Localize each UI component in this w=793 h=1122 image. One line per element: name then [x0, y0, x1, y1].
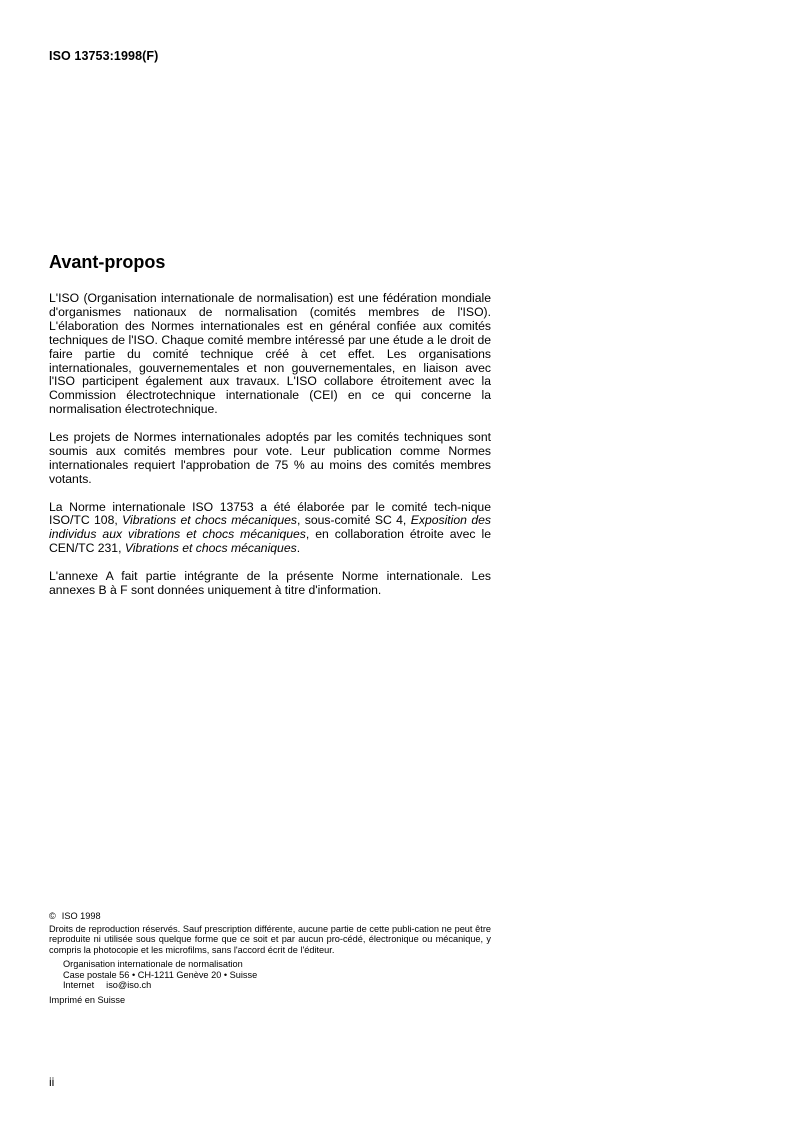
- internet-label: Internet: [63, 980, 95, 991]
- para3-italic-1: Vibrations et chocs mécaniques: [122, 513, 297, 528]
- copyright-icon: ©: [49, 911, 56, 921]
- internet-line: [63, 980, 491, 991]
- foreword-paragraph-2: Les projets de Normes internationales adoptés par les comités techniques sont soumis aux comités membres pour vote. Leur publication comme Normes internationales requiert l'approbation de 75 % au moins des comités membres votants.: [49, 430, 491, 486]
- para3-text-1: La Norme internationale ISO 13753 a été élaborée par le comité tech-nique ISO/TC 108,: [49, 499, 491, 528]
- foreword-paragraph-4: L'annexe A fait partie intégrante de la présente Norme internationale. Les annexes B à F sont données uniquement à titre d'information.: [49, 569, 491, 597]
- copyright-footer: [49, 911, 491, 1006]
- printed-in: Imprimé en Suisse: [49, 994, 126, 1005]
- para3-text-2: , sous-comité SC 4,: [296, 513, 411, 528]
- foreword-title: Avant-propos: [49, 252, 166, 272]
- para3-italic-3: Vibrations et chocs mécaniques: [124, 541, 297, 556]
- document-code: ISO 13753:1998(F): [49, 49, 159, 63]
- internet-email: iso@iso.ch: [106, 980, 152, 991]
- publisher-address: [63, 959, 491, 991]
- foreword-body: [49, 292, 491, 598]
- para3-italic-2: Exposition des individus aux vibrations et chocs mécaniques: [49, 513, 491, 542]
- organisation-name: Organisation internationale de normalisation: [63, 958, 243, 969]
- page-number: ii: [49, 1075, 55, 1089]
- foreword-paragraph-3: [49, 501, 491, 557]
- rights-notice: Droits de reproduction réservés. Sauf prescription différente, aucune partie de cette publi-cation ne peut être reproduite ni utilisée sous quelque forme que ce soit et par aucun pro-cédé, électronique ou mécanique, y compris la photocopie et les microfilms, sans l'accord écrit de l'éditeur.: [49, 923, 491, 956]
- postal-address: Case postale 56 • CH-1211 Genève 20 • Suisse: [63, 969, 258, 980]
- para3-text-4: .: [296, 541, 301, 556]
- copyright-text: ISO 1998: [61, 911, 101, 921]
- copyright-line: [49, 911, 491, 922]
- foreword-paragraph-1: L'ISO (Organisation internationale de normalisation) est une fédération mondiale d'organismes nationaux de normalisation (comités membres de l'ISO). L'élaboration des Normes internationales est en général confiée aux comités techniques de l'ISO. Chaque comité membre intéressé par une étude a le droit de faire partie du comité technique créé à cet effet. Les organisations internationales, gouvernementales et non gouvernementales, en liaison avec l'ISO participent également aux travaux. L'ISO collabore étroitement avec la Commission électrotechnique internationale (CEI) en ce qui concerne la normalisation électrotechnique.: [49, 291, 491, 417]
- para3-text-3: , en collaboration étroite avec le CEN/TC 231,: [49, 527, 491, 556]
